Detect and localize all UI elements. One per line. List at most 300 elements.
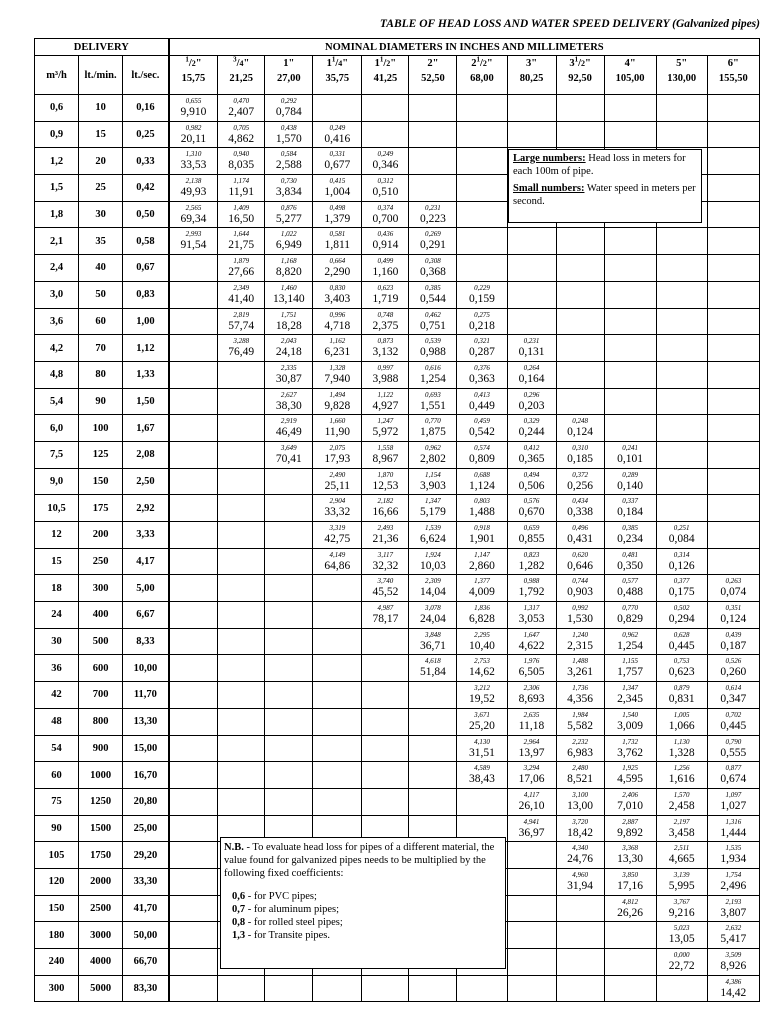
value-cell [169, 281, 218, 308]
coefficient-text: - for rolled steel pipes; [245, 917, 343, 928]
water-speed: 2,182 [377, 497, 394, 506]
value-cell [409, 975, 457, 1002]
water-speed: 0,459 [474, 417, 490, 426]
value-cell [313, 148, 362, 175]
value-cell [707, 548, 759, 575]
cell-m3h: 48 [35, 708, 79, 735]
value-cell [707, 708, 759, 735]
head-loss: 20,11 [180, 132, 207, 145]
value-cell [218, 308, 265, 335]
head-loss: 7,940 [324, 372, 351, 385]
cell-m3h: 4,2 [35, 335, 79, 362]
value-cell [362, 281, 409, 308]
water-speed: 1,488 [572, 657, 588, 666]
water-speed: 0,331 [329, 150, 346, 159]
head-loss: 0,677 [324, 159, 351, 172]
diameter-whole: 5" [676, 58, 688, 69]
value-cell [707, 441, 759, 468]
table-row [35, 788, 760, 815]
water-speed: 1,870 [377, 470, 394, 479]
water-speed: 2,309 [425, 577, 441, 586]
water-speed: 0,231 [523, 337, 540, 346]
value-cell [556, 281, 604, 308]
value-cell [507, 308, 556, 335]
head-loss: 24,18 [275, 346, 302, 359]
legend-small [513, 182, 697, 208]
value-cell [313, 735, 362, 762]
value-cell [707, 868, 759, 895]
value-cell [409, 708, 457, 735]
head-loss: 0,126 [668, 559, 695, 572]
head-loss: 5,417 [720, 933, 747, 946]
diameter-mm: 155,50 [718, 73, 748, 84]
head-loss: 3,053 [518, 613, 545, 626]
value-cell [604, 495, 656, 522]
value-cell [457, 175, 507, 202]
water-speed: 2,406 [622, 790, 638, 799]
value-cell [265, 495, 313, 522]
water-speed: 2,632 [725, 924, 742, 933]
head-loss: 9,216 [668, 906, 695, 919]
head-loss: 9,828 [324, 399, 351, 412]
cell-m3h: 15 [35, 548, 79, 575]
diameter-mm: 21,25 [229, 73, 254, 84]
water-speed: 1,570 [673, 790, 690, 799]
head-loss: 11,18 [518, 719, 545, 732]
diameter-header [604, 56, 656, 95]
water-speed: 2,197 [673, 817, 690, 826]
value-cell [313, 441, 362, 468]
value-cell [457, 708, 507, 735]
diameter-header [169, 56, 218, 95]
water-speed: 0,434 [572, 497, 588, 506]
value-cell [362, 628, 409, 655]
head-loss: 0,368 [419, 266, 446, 279]
value-cell [604, 922, 656, 949]
head-loss: 1,379 [324, 212, 351, 225]
water-speed: 1,347 [622, 684, 638, 693]
cell-m3h: 42 [35, 682, 79, 709]
value-cell [265, 308, 313, 335]
value-cell [507, 842, 556, 869]
value-cell [409, 735, 457, 762]
head-loss: 24,76 [567, 853, 593, 866]
cell-lmin: 250 [79, 548, 123, 575]
water-speed: 4,117 [523, 790, 540, 799]
value-cell [218, 388, 265, 415]
value-cell [707, 201, 759, 228]
diameter-inches: $1^1/4$" [326, 55, 349, 69]
head-loss: 0,700 [372, 212, 399, 225]
value-cell [707, 228, 759, 255]
value-cell [218, 415, 265, 442]
water-speed: 1,317 [523, 604, 540, 613]
value-cell [169, 441, 218, 468]
water-speed: 0,321 [474, 337, 490, 346]
water-speed: 0,790 [725, 737, 742, 746]
value-cell [218, 735, 265, 762]
head-loss: 2,407 [228, 106, 255, 118]
head-loss: 42,75 [324, 533, 351, 545]
head-loss: 1,616 [668, 773, 695, 786]
head-loss: 8,035 [228, 159, 255, 172]
value-cell [169, 575, 218, 602]
table-row [35, 628, 760, 655]
cell-ls: 4,17 [123, 548, 169, 575]
value-cell [707, 762, 759, 789]
head-loss: 18,28 [275, 319, 302, 332]
value-cell [362, 602, 409, 629]
head-loss: 6,624 [419, 533, 446, 545]
water-speed: 3,139 [673, 870, 690, 879]
head-loss: 1,328 [668, 746, 695, 759]
water-speed: 0,962 [622, 630, 638, 639]
value-cell [457, 735, 507, 762]
value-cell [169, 361, 218, 388]
value-cell [362, 468, 409, 495]
value-cell [457, 522, 507, 549]
water-speed: 0,229 [474, 283, 490, 292]
value-cell [313, 228, 362, 255]
diameter-header [265, 56, 313, 95]
value-cell [218, 281, 265, 308]
value-cell [604, 548, 656, 575]
cell-m3h: 54 [35, 735, 79, 762]
water-speed: 5,023 [673, 924, 690, 933]
value-cell [507, 949, 556, 976]
water-speed: 1,147 [474, 550, 490, 559]
value-cell [707, 361, 759, 388]
cell-ls: 0,42 [123, 175, 169, 202]
head-loss: 10,03 [419, 559, 446, 572]
value-cell [707, 388, 759, 415]
head-loss: 3,261 [567, 666, 593, 679]
value-cell [556, 575, 604, 602]
cell-m3h: 0,6 [35, 95, 79, 122]
value-cell [457, 682, 507, 709]
value-cell [169, 388, 218, 415]
head-loss: 0,416 [324, 132, 351, 145]
value-cell [457, 201, 507, 228]
value-cell [507, 815, 556, 842]
value-cell [218, 548, 265, 575]
legend-large [513, 152, 697, 178]
cell-ls: 13,30 [123, 708, 169, 735]
value-cell [265, 655, 313, 682]
diameter-mm: 130,00 [667, 73, 697, 84]
value-cell [707, 148, 759, 175]
water-speed: 0,249 [377, 150, 394, 159]
head-loss: 0,784 [275, 106, 302, 118]
diameter-mm: 68,00 [470, 73, 494, 84]
head-loss: 0,187 [720, 639, 747, 652]
value-cell [656, 522, 707, 549]
value-cell [707, 415, 759, 442]
table-row [35, 415, 760, 442]
coefficient-list [232, 890, 502, 942]
value-cell [313, 308, 362, 335]
water-speed: 0,877 [725, 764, 742, 773]
value-cell [707, 682, 759, 709]
head-loss: 0,646 [567, 559, 593, 572]
water-speed: 0,248 [572, 417, 588, 426]
head-loss: 0,365 [518, 452, 545, 465]
water-speed: 0,000 [673, 951, 690, 959]
head-loss: 0,346 [372, 159, 399, 172]
water-speed: 2,490 [329, 470, 346, 479]
value-cell [507, 388, 556, 415]
value-cell [604, 842, 656, 869]
water-speed: 0,988 [523, 577, 540, 586]
head-loss: 2,802 [419, 452, 446, 465]
value-cell [656, 361, 707, 388]
head-loss: 4,862 [228, 132, 255, 145]
value-cell [656, 548, 707, 575]
cell-m3h: 9,0 [35, 468, 79, 495]
cell-ls: 16,70 [123, 762, 169, 789]
cell-m3h: 75 [35, 788, 79, 815]
water-speed: 4,589 [474, 764, 490, 773]
head-loss: 3,458 [668, 826, 695, 839]
head-loss: 76,49 [228, 346, 255, 359]
value-cell [556, 228, 604, 255]
head-loss: 0,506 [518, 479, 545, 492]
value-cell [707, 655, 759, 682]
water-speed: 0,539 [425, 337, 441, 346]
value-cell [507, 441, 556, 468]
table-row [35, 975, 760, 1002]
coefficient-item [232, 929, 502, 942]
value-cell [362, 655, 409, 682]
head-loss: 0,431 [567, 533, 593, 545]
value-cell [218, 788, 265, 815]
water-speed: 2,919 [280, 417, 297, 426]
cell-lmin: 35 [79, 228, 123, 255]
head-loss: 9,910 [180, 106, 207, 118]
head-loss: 45,52 [372, 586, 399, 599]
head-loss: 0,829 [617, 613, 644, 626]
head-loss: 16,50 [228, 212, 255, 225]
head-loss: 4,356 [567, 693, 593, 706]
value-cell [656, 575, 707, 602]
value-cell [604, 975, 656, 1002]
value-cell [362, 575, 409, 602]
water-speed: 1,256 [673, 764, 690, 773]
water-speed: 0,310 [572, 443, 588, 452]
head-loss: 0,903 [567, 586, 593, 599]
coefficient-value: 1,3 [232, 930, 246, 941]
value-cell [707, 922, 759, 949]
head-loss: 70,41 [275, 452, 302, 465]
value-cell [218, 441, 265, 468]
value-cell [218, 762, 265, 789]
table-row [35, 708, 760, 735]
value-cell [265, 441, 313, 468]
water-speed: 0,296 [523, 390, 540, 399]
water-speed: 0,577 [622, 577, 638, 586]
water-speed: 0,385 [425, 283, 441, 292]
cell-lmin: 125 [79, 441, 123, 468]
value-cell [507, 922, 556, 949]
note-body: - To evaluate head loss for pipes of a different material, the value found for galvanized pipes needs to be multiplied by the following fixed coefficients: [224, 842, 495, 879]
value-cell [218, 335, 265, 362]
water-speed: 3,117 [377, 550, 393, 559]
value-cell [265, 281, 313, 308]
value-cell [556, 815, 604, 842]
head-loss: 0,347 [720, 693, 747, 706]
water-speed: 1,122 [377, 390, 394, 399]
water-speed: 0,770 [425, 417, 441, 426]
value-cell [556, 121, 604, 148]
value-cell [409, 441, 457, 468]
value-cell [362, 361, 409, 388]
cell-m3h: 1,2 [35, 148, 79, 175]
value-cell [265, 708, 313, 735]
head-loss: 3,807 [720, 906, 747, 919]
water-speed: 1,732 [622, 737, 638, 746]
value-cell [313, 682, 362, 709]
head-loss: 0,184 [617, 506, 644, 519]
head-loss: 1,124 [469, 479, 495, 492]
value-cell [656, 735, 707, 762]
value-cell [656, 441, 707, 468]
value-cell [556, 388, 604, 415]
head-loss: 32,32 [372, 559, 399, 572]
value-cell [265, 975, 313, 1002]
value-cell [457, 975, 507, 1002]
water-speed: 1,540 [622, 710, 638, 719]
diameter-whole: 3" [525, 58, 538, 69]
head-loss: 4,927 [372, 399, 399, 412]
water-speed: 3,368 [622, 844, 638, 853]
cell-m3h: 3,6 [35, 308, 79, 335]
table-row [35, 522, 760, 549]
value-cell [409, 121, 457, 148]
value-cell [556, 495, 604, 522]
head-loss: 0,670 [518, 506, 545, 519]
cell-m3h: 7,5 [35, 441, 79, 468]
head-loss: 0,445 [720, 719, 747, 732]
water-speed: 1,174 [233, 177, 250, 186]
diameter-denominator: 4 [239, 59, 244, 68]
value-cell [218, 628, 265, 655]
value-cell [265, 762, 313, 789]
coefficient-value: 0,8 [232, 917, 246, 928]
head-loss: 1,901 [469, 533, 495, 545]
water-speed: 1,539 [425, 524, 441, 532]
head-loss: 6,983 [567, 746, 593, 759]
water-speed: 0,581 [329, 230, 346, 239]
head-loss: 0,338 [567, 506, 593, 519]
water-speed: 1,005 [673, 710, 690, 719]
water-speed: 0,314 [673, 550, 690, 559]
value-cell [604, 95, 656, 122]
cell-lmin: 700 [79, 682, 123, 709]
value-cell [409, 95, 457, 122]
head-loss: 13,140 [272, 292, 305, 305]
value-cell [218, 575, 265, 602]
value-cell [457, 788, 507, 815]
water-speed: 3,509 [725, 951, 742, 959]
head-loss: 14,04 [419, 586, 446, 599]
water-speed: 1,310 [185, 150, 202, 159]
cell-lmin: 90 [79, 388, 123, 415]
value-cell [457, 441, 507, 468]
cell-m3h: 300 [35, 975, 79, 1002]
head-loss: 6,505 [518, 666, 545, 679]
water-speed: 3,850 [622, 870, 638, 879]
head-loss: 1,792 [518, 586, 545, 599]
head-loss: 14,42 [720, 986, 747, 999]
legend-box [508, 149, 702, 223]
value-cell [507, 522, 556, 549]
cell-ls: 6,67 [123, 602, 169, 629]
value-cell [707, 255, 759, 282]
legend-small-text: Water speed in meters per second. [513, 183, 696, 207]
value-cell [457, 415, 507, 442]
value-cell [556, 522, 604, 549]
head-loss: 0,159 [469, 292, 495, 305]
head-loss: 0,218 [469, 319, 495, 332]
water-speed: 0,498 [329, 203, 346, 212]
table-row [35, 468, 760, 495]
value-cell [507, 255, 556, 282]
diameter-mm: 80,25 [519, 73, 544, 84]
head-loss: 0,555 [720, 746, 747, 759]
value-cell [362, 495, 409, 522]
value-cell [507, 575, 556, 602]
cell-lmin: 1750 [79, 842, 123, 869]
water-speed: 2,295 [474, 630, 490, 639]
diameter-numerator: 1 [185, 55, 189, 64]
water-speed: 0,996 [329, 310, 346, 319]
head-loss: 6,828 [469, 613, 495, 626]
value-cell [457, 255, 507, 282]
value-cell [656, 975, 707, 1002]
value-cell [169, 949, 218, 976]
cell-lmin: 4000 [79, 949, 123, 976]
water-speed: 0,574 [474, 443, 490, 452]
value-cell [707, 788, 759, 815]
coefficient-item [232, 890, 502, 903]
value-cell [457, 628, 507, 655]
head-loss: 0,164 [518, 372, 545, 385]
value-cell [656, 335, 707, 362]
value-cell [362, 788, 409, 815]
head-loss: 1,811 [324, 239, 351, 252]
water-speed: 0,231 [425, 203, 441, 212]
value-cell [265, 788, 313, 815]
head-loss: 2,345 [617, 693, 644, 706]
value-cell [169, 682, 218, 709]
water-speed: 0,329 [523, 417, 540, 426]
value-cell [169, 975, 218, 1002]
value-cell [313, 628, 362, 655]
legend-large-text: Head loss in meters for each 100m of pipe. [513, 153, 686, 177]
value-cell [409, 575, 457, 602]
diameter-mm: 35,75 [325, 73, 350, 84]
head-loss: 14,62 [469, 666, 495, 679]
head-loss: 2,496 [720, 879, 747, 892]
head-loss: 1,282 [518, 559, 545, 572]
value-cell [169, 522, 218, 549]
water-speed: 0,337 [622, 497, 638, 506]
water-speed: 0,616 [425, 363, 441, 372]
water-speed: 3,319 [329, 524, 346, 532]
head-loss: 3,834 [275, 186, 302, 199]
value-cell [556, 441, 604, 468]
value-cell [409, 468, 457, 495]
